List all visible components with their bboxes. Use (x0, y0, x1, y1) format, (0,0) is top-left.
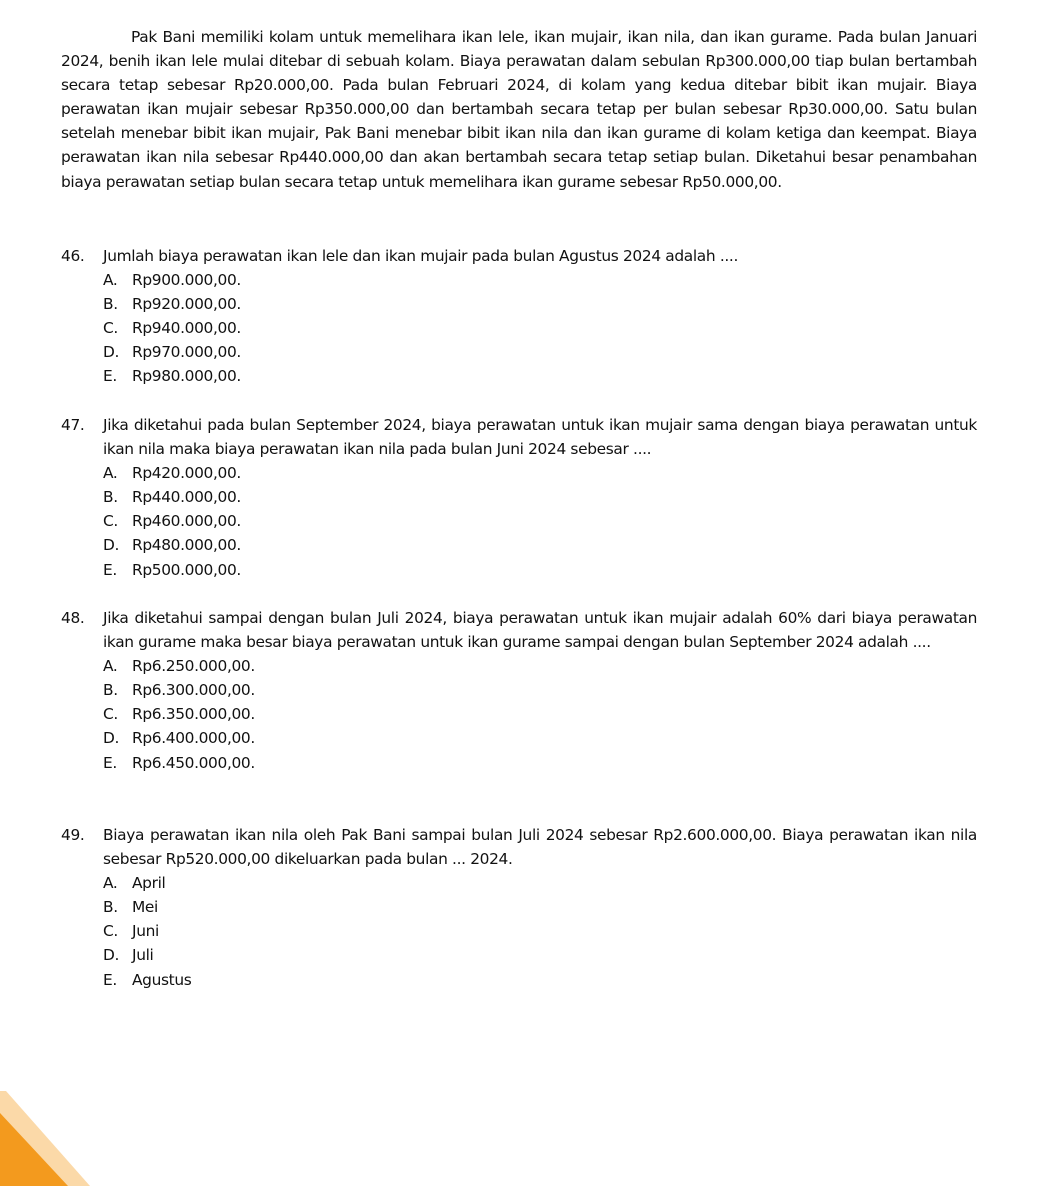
question-text: Jika diketahui sampai dengan bulan Juli 2024, biaya perawatan untuk ikan mujair adalah 60% dari biaya perawatan ikan gurame maka besar biaya perawatan untuk ikan gurame sampai dengan bulan September 2024 adalah .... (103, 609, 977, 652)
option-d[interactable] (103, 533, 977, 557)
option-e[interactable] (103, 968, 977, 992)
question-46 (61, 244, 977, 389)
option-text: Rp900.000,00. (132, 271, 241, 290)
option-c[interactable] (103, 316, 977, 340)
question-48 (61, 606, 977, 775)
option-letter: A. (103, 874, 118, 893)
option-list (103, 871, 977, 991)
option-c[interactable] (103, 702, 977, 726)
option-letter: D. (103, 946, 120, 965)
option-text: Mei (132, 898, 158, 917)
question-text: Biaya perawatan ikan nila oleh Pak Bani sampai bulan Juli 2024 sebesar Rp2.600.000,00. Biaya perawatan ikan nila sebesar Rp520.000,00 dikeluarkan pada bulan ... 2024. (103, 826, 977, 869)
option-b[interactable] (103, 485, 977, 509)
option-text: Rp6.250.000,00. (132, 657, 255, 676)
option-b[interactable] (103, 895, 977, 919)
option-text: Rp460.000,00. (132, 512, 241, 531)
question-49 (61, 823, 977, 992)
option-letter: A. (103, 464, 118, 483)
option-text: Rp440.000,00. (132, 488, 241, 507)
option-letter: D. (103, 343, 120, 362)
option-text: Juli (132, 946, 154, 965)
option-c[interactable] (103, 509, 977, 533)
option-letter: E. (103, 753, 117, 772)
corner-decoration (0, 1091, 90, 1186)
option-text: Rp6.450.000,00. (132, 753, 255, 772)
option-e[interactable] (103, 751, 977, 775)
question-text: Jumlah biaya perawatan ikan lele dan ikan mujair pada bulan Agustus 2024 adalah .... (103, 247, 739, 265)
question-47 (61, 413, 977, 582)
option-letter: B. (103, 295, 118, 314)
option-e[interactable] (103, 558, 977, 582)
option-text: Rp6.350.000,00. (132, 705, 255, 724)
option-letter: E. (103, 970, 117, 989)
option-letter: E. (103, 367, 117, 386)
option-letter: A. (103, 271, 118, 290)
question-text: Jika diketahui pada bulan September 2024, biaya perawatan untuk ikan mujair sama dengan biaya perawatan untuk ikan nila maka biaya perawatan ikan nila pada bulan Juni 2024 sebesar .... (103, 416, 977, 459)
option-letter: B. (103, 681, 118, 700)
option-a[interactable] (103, 871, 977, 895)
option-list (103, 268, 977, 388)
option-a[interactable] (103, 654, 977, 678)
option-text: Rp980.000,00. (132, 367, 241, 386)
option-text: Rp6.300.000,00. (132, 681, 255, 700)
option-list (103, 461, 977, 581)
option-letter: C. (103, 319, 118, 338)
intro-paragraph: Pak Bani memiliki kolam untuk memelihara ikan lele, ikan mujair, ikan nila, dan ikan gurame. Pada bulan Januari 2024, benih ikan lele mulai ditebar di sebuah kolam. Biaya perawatan dalam sebulan Rp300.000,00 tiap bulan bertambah secara tetap sebesar Rp20.000,00. Pada bulan Februari 2024, di kolam yang kedua ditebar bibit ikan mujair. Biaya perawatan ikan mujair sebesar Rp350.000,00 dan bertambah secara tetap per bulan sebesar Rp30.000,00. Satu bulan setelah menebar bibit ikan mujair, Pak Bani menebar bibit ikan nila dan ikan gurame di kolam ketiga dan keempat. Biaya perawatan ikan nila sebesar Rp440.000,00 dan akan bertambah secara tetap setiap bulan. Diketahui besar penambahan biaya perawatan setiap bulan secara tetap untuk memelihara ikan gurame sebesar Rp50.000,00. (61, 28, 977, 191)
option-letter: C. (103, 922, 118, 941)
option-e[interactable] (103, 364, 977, 388)
option-text: April (132, 874, 166, 893)
option-text: Rp940.000,00. (132, 319, 241, 338)
option-text: Juni (132, 922, 159, 941)
option-b[interactable] (103, 292, 977, 316)
option-a[interactable] (103, 268, 977, 292)
option-d[interactable] (103, 726, 977, 750)
question-number: 47. (61, 416, 85, 434)
option-text: Rp6.400.000,00. (132, 729, 255, 748)
option-letter: B. (103, 488, 118, 507)
option-text: Rp500.000,00. (132, 560, 241, 579)
option-c[interactable] (103, 919, 977, 943)
option-text: Rp480.000,00. (132, 536, 241, 555)
option-letter: D. (103, 729, 120, 748)
option-letter: D. (103, 536, 120, 555)
option-d[interactable] (103, 943, 977, 967)
option-letter: B. (103, 898, 118, 917)
option-letter: C. (103, 705, 118, 724)
question-number: 49. (61, 826, 85, 844)
option-text: Rp420.000,00. (132, 464, 241, 483)
option-text: Rp970.000,00. (132, 343, 241, 362)
option-d[interactable] (103, 340, 977, 364)
option-text: Agustus (132, 970, 192, 989)
question-number: 48. (61, 609, 85, 627)
option-b[interactable] (103, 678, 977, 702)
option-text: Rp920.000,00. (132, 295, 241, 314)
option-letter: C. (103, 512, 118, 531)
option-letter: A. (103, 657, 118, 676)
option-letter: E. (103, 560, 117, 579)
option-list (103, 654, 977, 774)
option-a[interactable] (103, 461, 977, 485)
question-number: 46. (61, 247, 85, 265)
